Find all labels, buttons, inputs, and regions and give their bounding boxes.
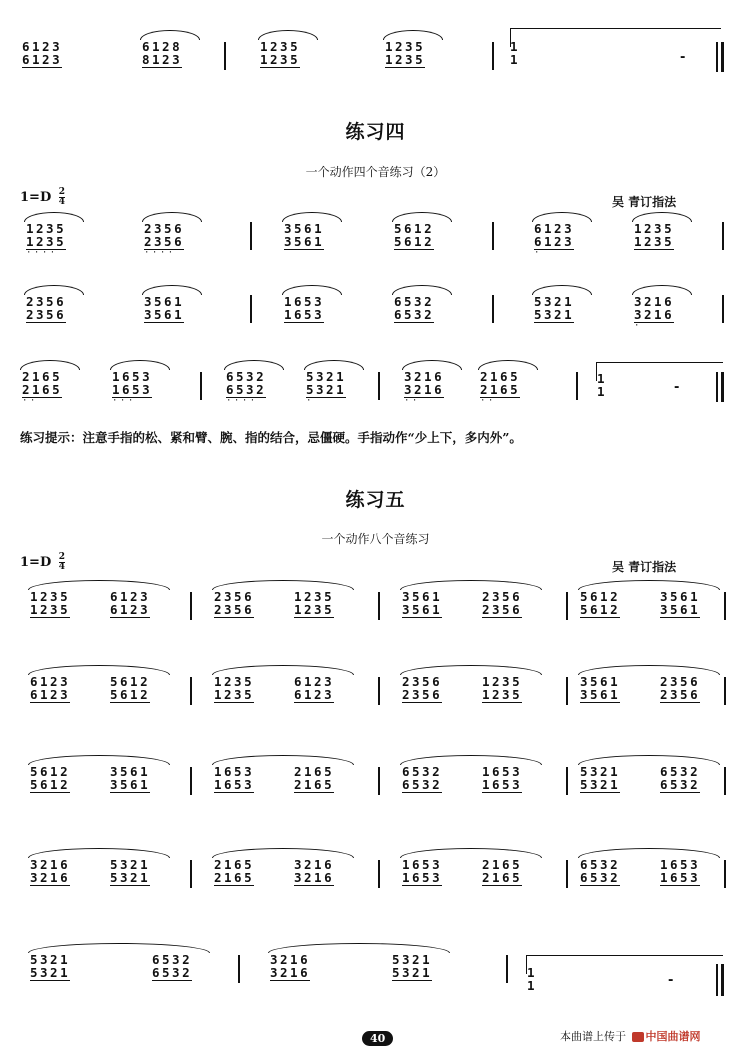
bar-line (250, 222, 252, 250)
upper-voice: 1235 (482, 674, 523, 689)
bar-line (378, 372, 380, 400)
upper-voice: 1653 (482, 764, 523, 779)
note-group (534, 222, 574, 257)
upper-voice: 2356 (26, 294, 67, 309)
hold-dash: - (674, 380, 680, 395)
site-name: 中国曲谱网 (645, 1030, 701, 1043)
lower-voice: 2165 (294, 777, 335, 792)
upper-voice: 5612 (394, 221, 435, 236)
lower-voice: 5321 (30, 965, 71, 980)
upper-voice: 2356 (482, 589, 523, 604)
upper-voice: 5321 (30, 952, 71, 967)
hold-dash: - (680, 50, 686, 65)
note-group (284, 295, 324, 323)
upper-voice: 3216 (294, 857, 335, 872)
lower-voice: 1235 (294, 602, 335, 617)
lower-voice: 5321 (534, 307, 575, 322)
upper-voice: 6532 (402, 764, 443, 779)
upper-voice: 6123 (22, 39, 63, 54)
lower-voice: 3561 (110, 777, 151, 792)
upper-voice: 5321 (110, 857, 151, 872)
upper-voice: 6532 (226, 369, 267, 384)
note-group (30, 765, 70, 793)
note-group (404, 370, 444, 405)
note-group (294, 675, 334, 703)
upper-voice: 1235 (294, 589, 335, 604)
upper-voice: 3561 (580, 674, 621, 689)
watermark (560, 1028, 701, 1044)
upper-voice: 6532 (660, 764, 701, 779)
note-group (402, 765, 442, 793)
note-group (260, 40, 300, 68)
note-group (306, 370, 346, 405)
lower-voice: 3561 (660, 602, 701, 617)
lower-voice: 2356 (144, 234, 185, 249)
octave-dots: ·· (404, 396, 420, 406)
lower-voice: 1 (527, 978, 538, 993)
lower-voice: 5321 (580, 777, 621, 792)
exercise-title: 练习四 (345, 121, 406, 143)
lower-voice: 8123 (142, 52, 183, 67)
note-group (30, 953, 70, 981)
upper-voice: 5321 (306, 369, 347, 384)
bar-line (724, 592, 726, 620)
upper-voice: 2356 (660, 674, 701, 689)
lower-voice: 1653 (112, 382, 153, 397)
practice-tip (20, 428, 735, 446)
note-group (110, 590, 150, 618)
lower-voice: 3216 (30, 870, 71, 885)
key-signature (20, 188, 65, 207)
bar-line (378, 677, 380, 705)
page-number-text: 40 (362, 1031, 393, 1046)
lower-voice: 3216 (294, 870, 335, 885)
note-group (270, 953, 310, 981)
site-logo-icon (632, 1032, 644, 1042)
lower-voice: 1653 (214, 777, 255, 792)
lower-voice: 1653 (482, 777, 523, 792)
lower-voice: 1 (597, 384, 608, 399)
bar-line (576, 372, 578, 400)
lower-voice: 1235 (260, 52, 301, 67)
lower-voice: 5321 (392, 965, 433, 980)
upper-voice: 1653 (402, 857, 443, 872)
note-group (110, 765, 150, 793)
bar-line (378, 860, 380, 888)
note-group (214, 858, 254, 886)
note-group (284, 222, 324, 250)
hold-note (510, 40, 520, 66)
note-group (634, 295, 674, 330)
bar-line (224, 42, 226, 70)
upper-voice: 2356 (144, 221, 185, 236)
exercise-title: 练习五 (345, 489, 406, 511)
note-group (402, 675, 442, 703)
note-group (142, 40, 182, 68)
hold-bracket (596, 362, 723, 381)
lower-voice: 3561 (580, 687, 621, 702)
upper-voice: 2165 (482, 857, 523, 872)
bar-line (724, 677, 726, 705)
lower-voice: 6123 (22, 52, 63, 67)
note-group (152, 953, 192, 981)
octave-dots: · (306, 396, 314, 406)
note-group (580, 590, 620, 618)
note-group (26, 295, 66, 323)
note-group (385, 40, 425, 68)
upper-voice: 2165 (480, 369, 521, 384)
octave-dots: ·· (480, 396, 496, 406)
note-group (214, 590, 254, 618)
octave-dots: ·· (22, 396, 38, 406)
upper-voice: 5321 (534, 294, 575, 309)
lower-voice: 1235 (214, 687, 255, 702)
upper-voice: 2165 (294, 764, 335, 779)
page-number (362, 1027, 393, 1046)
lower-voice: 2356 (402, 687, 443, 702)
upper-voice: 6532 (394, 294, 435, 309)
lower-voice: 2165 (22, 382, 63, 397)
upper-voice: 1235 (26, 221, 67, 236)
lower-voice: 6123 (294, 687, 335, 702)
note-group (482, 590, 522, 618)
note-group (214, 765, 254, 793)
bar-line (492, 42, 494, 70)
note-group (580, 858, 620, 886)
lower-voice: 2165 (482, 870, 523, 885)
note-group (482, 858, 522, 886)
lower-voice: 5612 (580, 602, 621, 617)
lower-voice: 3561 (402, 602, 443, 617)
lower-voice: 6123 (30, 687, 71, 702)
lower-voice: 1235 (385, 52, 426, 67)
time-numerator: 2 (58, 187, 66, 197)
bar-line (722, 222, 724, 250)
time-denominator: 4 (58, 562, 66, 572)
bar-line (724, 767, 726, 795)
time-signature (59, 553, 65, 572)
bar-line (250, 295, 252, 323)
upper-voice: 5321 (580, 764, 621, 779)
lower-voice: 3216 (634, 307, 675, 322)
lower-voice: 1653 (660, 870, 701, 885)
note-group (480, 370, 520, 405)
upper-voice: 3561 (144, 294, 185, 309)
upper-voice: 5612 (30, 764, 71, 779)
upper-voice: 5612 (580, 589, 621, 604)
octave-dots: ···· (226, 396, 258, 406)
upper-voice: 2165 (214, 857, 255, 872)
lower-voice: 2165 (214, 870, 255, 885)
bar-line (238, 955, 240, 983)
lower-voice: 3561 (144, 307, 185, 322)
lower-voice: 5612 (110, 687, 151, 702)
note-group (534, 295, 574, 323)
bar-line (506, 955, 508, 983)
upper-voice: 1235 (385, 39, 426, 54)
upper-voice: 1235 (214, 674, 255, 689)
upper-voice: 1653 (660, 857, 701, 872)
hold-bracket (510, 28, 721, 47)
upper-voice: 1 (527, 965, 538, 980)
lower-voice: 6123 (110, 602, 151, 617)
upper-voice: 1235 (634, 221, 675, 236)
note-group (26, 222, 66, 257)
bar-line (716, 372, 718, 402)
note-group (394, 295, 434, 323)
bar-line (492, 295, 494, 323)
note-group (294, 590, 334, 618)
note-group (30, 590, 70, 618)
key-signature (20, 553, 65, 572)
lower-voice: 6532 (226, 382, 267, 397)
note-group (580, 765, 620, 793)
bar-line (566, 860, 568, 888)
lower-voice: 2165 (480, 382, 521, 397)
note-group (482, 765, 522, 793)
time-denominator: 4 (58, 197, 66, 207)
note-group (30, 675, 70, 703)
upper-voice: 3216 (634, 294, 675, 309)
note-group (294, 765, 334, 793)
exercise-subtitle: 一个动作八个音练习 (321, 532, 430, 546)
note-group (402, 590, 442, 618)
note-group (214, 675, 254, 703)
upper-voice: 3561 (660, 589, 701, 604)
upper-voice: 2356 (214, 589, 255, 604)
bar-line (724, 860, 726, 888)
bar-line (378, 767, 380, 795)
upper-voice: 2356 (402, 674, 443, 689)
octave-dots: ···· (26, 248, 58, 258)
upper-voice: 6123 (294, 674, 335, 689)
upper-voice: 1235 (260, 39, 301, 54)
bar-line (190, 767, 192, 795)
hold-bracket (526, 955, 723, 974)
lower-voice: 5321 (110, 870, 151, 885)
lower-voice: 1 (510, 52, 521, 67)
octave-dots: · (534, 248, 542, 258)
bar-line (378, 592, 380, 620)
note-group (294, 858, 334, 886)
upper-voice: 6123 (30, 674, 71, 689)
end-bar-line (721, 372, 724, 402)
lower-voice: 1235 (634, 234, 675, 249)
lower-voice: 6532 (580, 870, 621, 885)
note-group (30, 858, 70, 886)
lower-voice: 6532 (402, 777, 443, 792)
time-signature (59, 188, 65, 207)
upper-voice: 6532 (152, 952, 193, 967)
upper-voice: 5321 (392, 952, 433, 967)
fingering-author: 吴 青订指法 (612, 195, 677, 209)
note-group (482, 675, 522, 703)
upload-text: 本曲谱上传于 (560, 1030, 626, 1043)
lower-voice: 2356 (482, 602, 523, 617)
bar-line (722, 295, 724, 323)
lower-voice: 1653 (284, 307, 325, 322)
upper-voice: 1653 (112, 369, 153, 384)
note-group (394, 222, 434, 250)
upper-voice: 6532 (580, 857, 621, 872)
note-group (110, 858, 150, 886)
hold-dash: - (668, 973, 674, 988)
bar-line (716, 42, 718, 72)
note-group (402, 858, 442, 886)
practice-tip-label: 练习提示： (20, 430, 83, 445)
upper-voice: 3216 (30, 857, 71, 872)
upper-voice: 6123 (110, 589, 151, 604)
upper-voice: 3561 (110, 764, 151, 779)
lower-voice: 3561 (284, 234, 325, 249)
upper-voice: 1235 (30, 589, 71, 604)
lower-voice: 2356 (214, 602, 255, 617)
note-group (226, 370, 266, 405)
upper-voice: 3216 (270, 952, 311, 967)
note-group (634, 222, 674, 250)
upper-voice: 6123 (534, 221, 575, 236)
note-group (660, 590, 700, 618)
lower-voice: 5612 (30, 777, 71, 792)
lower-voice: 6532 (660, 777, 701, 792)
bar-line (190, 592, 192, 620)
upper-voice: 1653 (284, 294, 325, 309)
practice-tip-text: 注意手指的松、紧和臂、腕、指的结合，忌僵硬。手指动作“少上下，多内外”。 (82, 430, 522, 445)
upper-voice: 3216 (404, 369, 445, 384)
note-group (112, 370, 152, 405)
upper-voice: 3561 (284, 221, 325, 236)
note-group (580, 675, 620, 703)
bar-line (200, 372, 202, 400)
end-bar-line (721, 42, 724, 72)
upper-voice: 2165 (22, 369, 63, 384)
lower-voice: 2356 (26, 307, 67, 322)
bar-line (566, 592, 568, 620)
upper-voice: 3561 (402, 589, 443, 604)
note-group (144, 295, 184, 323)
note-group (144, 222, 184, 257)
lower-voice: 6123 (534, 234, 575, 249)
lower-voice: 5321 (306, 382, 347, 397)
bar-line (190, 860, 192, 888)
octave-dots: · (634, 321, 642, 331)
key-label: 1=D (20, 190, 52, 205)
octave-dots: ··· (112, 396, 136, 406)
lower-voice: 6532 (394, 307, 435, 322)
end-bar-line (721, 964, 724, 996)
note-group (22, 40, 62, 68)
bar-line (190, 677, 192, 705)
lower-voice: 3216 (270, 965, 311, 980)
bar-line (566, 677, 568, 705)
lower-voice: 3216 (404, 382, 445, 397)
note-group (110, 675, 150, 703)
key-label: 1=D (20, 555, 52, 570)
lower-voice: 1235 (482, 687, 523, 702)
upper-voice: 1 (597, 371, 608, 386)
exercise-subtitle: 一个动作四个音练习（2） (305, 165, 446, 179)
bar-line (566, 767, 568, 795)
lower-voice: 1653 (402, 870, 443, 885)
lower-voice: 2356 (660, 687, 701, 702)
time-numerator: 2 (58, 552, 66, 562)
lower-voice: 5612 (394, 234, 435, 249)
bar-line (492, 222, 494, 250)
bar-line (716, 964, 718, 996)
upper-voice: 5612 (110, 674, 151, 689)
fingering-author: 吴 青订指法 (612, 560, 677, 574)
note-group (660, 675, 700, 703)
lower-voice: 1235 (26, 234, 67, 249)
octave-dots: ···· (144, 248, 176, 258)
hold-note (597, 372, 607, 398)
note-group (660, 765, 700, 793)
upper-voice: 1 (510, 39, 521, 54)
lower-voice: 6532 (152, 965, 193, 980)
hold-note (527, 966, 537, 992)
lower-voice: 1235 (30, 602, 71, 617)
upper-voice: 6128 (142, 39, 183, 54)
upper-voice: 1653 (214, 764, 255, 779)
note-group (392, 953, 432, 981)
note-group (660, 858, 700, 886)
note-group (22, 370, 62, 405)
